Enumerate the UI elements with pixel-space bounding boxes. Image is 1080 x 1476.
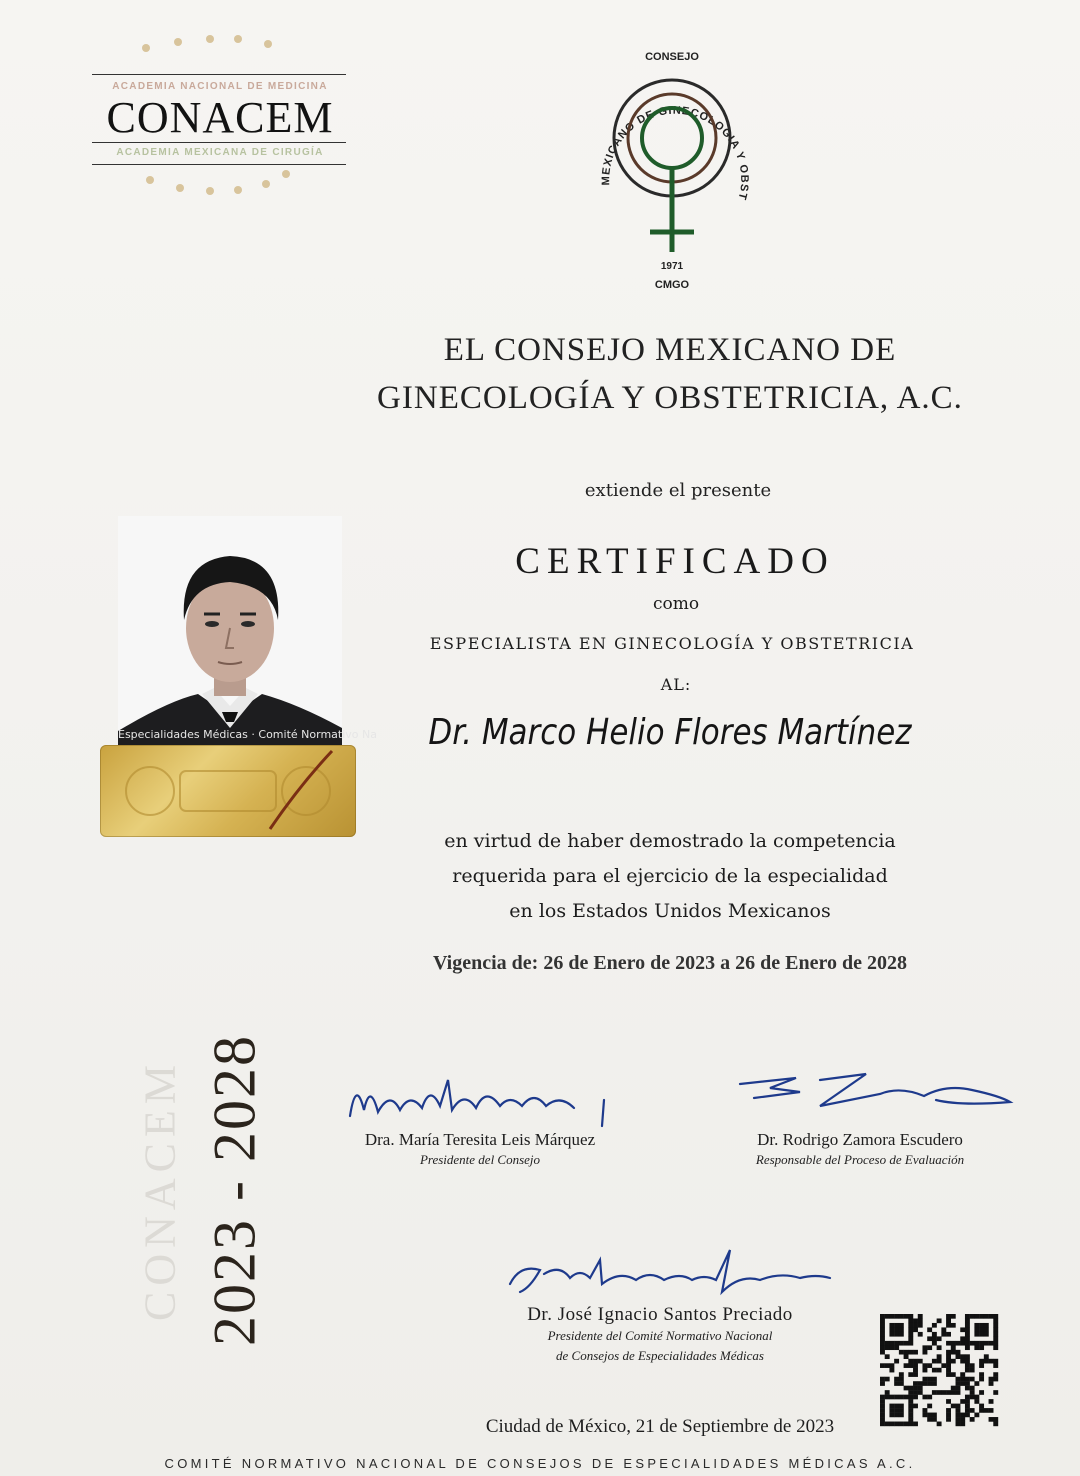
committee-role-line2: de Consejos de Especialidades Médicas bbox=[556, 1348, 764, 1363]
competence-line1: en virtud de haber demostrado la competencia bbox=[444, 830, 896, 852]
intro-text: extiende el presente bbox=[584, 480, 772, 501]
seal-acronym: CMGO bbox=[654, 279, 690, 291]
council-title bbox=[300, 326, 1040, 422]
committee-role-line1: Presidente del Comité Normativo Nacional bbox=[547, 1328, 773, 1343]
committee-name: Dr. José Ignacio Santos Preciado bbox=[527, 1304, 793, 1325]
handwritten-signature-committee bbox=[460, 1244, 860, 1300]
president-role: Presidente del Consejo bbox=[419, 1152, 541, 1167]
validity-text: Vigencia de: 26 de Enero de 2023 a 26 de Enero de 2028 bbox=[432, 952, 908, 974]
logo-top-text: ACADEMIA NACIONAL DE MEDICINA bbox=[112, 81, 328, 92]
president-name: Dra. María Teresita Leis Márquez bbox=[364, 1130, 596, 1149]
logo-name: CONACEM bbox=[106, 93, 334, 142]
hologram-sticker bbox=[100, 745, 356, 837]
footer-text: COMITÉ NORMATIVO NACIONAL DE CONSEJOS DE ESPECIALIDADES MÉDICAS A.C. bbox=[164, 1456, 916, 1471]
logo-dots-top bbox=[92, 34, 348, 54]
certificate-heading: CERTIFICADO bbox=[515, 541, 835, 582]
watermark-vertical: CONACEM bbox=[135, 1058, 185, 1322]
competence-text bbox=[360, 824, 980, 929]
handwritten-signature-president bbox=[330, 1070, 630, 1126]
council-title-line1: EL CONSEJO MEXICANO DE bbox=[443, 332, 897, 368]
conacem-logo bbox=[92, 34, 348, 204]
logo-bottom-text: ACADEMIA MEXICANA DE CIRUGÍA bbox=[116, 147, 324, 158]
handwritten-signature-evaluation bbox=[710, 1066, 1010, 1126]
place-date: Ciudad de México, 21 de Septiembre de 2023 bbox=[485, 1416, 835, 1437]
evaluation-name: Dr. Rodrigo Zamora Escudero bbox=[757, 1130, 963, 1149]
signature-committee bbox=[460, 1244, 860, 1366]
council-title-line2: GINECOLOGÍA Y OBSTETRICIA, A.C. bbox=[377, 380, 963, 416]
seal-graphic bbox=[582, 40, 762, 300]
cmgo-seal bbox=[582, 40, 762, 300]
competence-line2: requerida para el ejercicio de la especialidad bbox=[452, 865, 888, 887]
qr-code-graphic bbox=[880, 1314, 998, 1426]
photo-strip-text: Especialidades Médicas · Comité Normativo Na bbox=[118, 728, 377, 741]
al-text: AL: bbox=[660, 675, 692, 694]
svg-text:MEXICANO DE GINECOLOGIA Y OBST: MEXICANO DE GINECOLOGIA Y OBST bbox=[600, 104, 751, 202]
seal-year: 1971 bbox=[660, 261, 684, 272]
competence-line3: en los Estados Unidos Mexicanos bbox=[509, 900, 831, 922]
logo-dots-bottom bbox=[92, 174, 348, 194]
como-text: como bbox=[652, 594, 700, 614]
seal-top-word: CONSEJO bbox=[645, 51, 699, 63]
recipient-name: Dr. Marco Helio Flores Martínez bbox=[428, 712, 912, 753]
signature-president bbox=[330, 1070, 630, 1170]
signature-evaluation bbox=[710, 1066, 1010, 1170]
evaluation-role: Responsable del Proceso de Evaluación bbox=[755, 1152, 965, 1167]
validity-years-vertical: 2023 - 2028 bbox=[201, 1034, 268, 1346]
specialty-text: ESPECIALISTA EN GINECOLOGÍA Y OBSTETRICIA bbox=[429, 634, 915, 653]
qr-code bbox=[880, 1314, 998, 1426]
